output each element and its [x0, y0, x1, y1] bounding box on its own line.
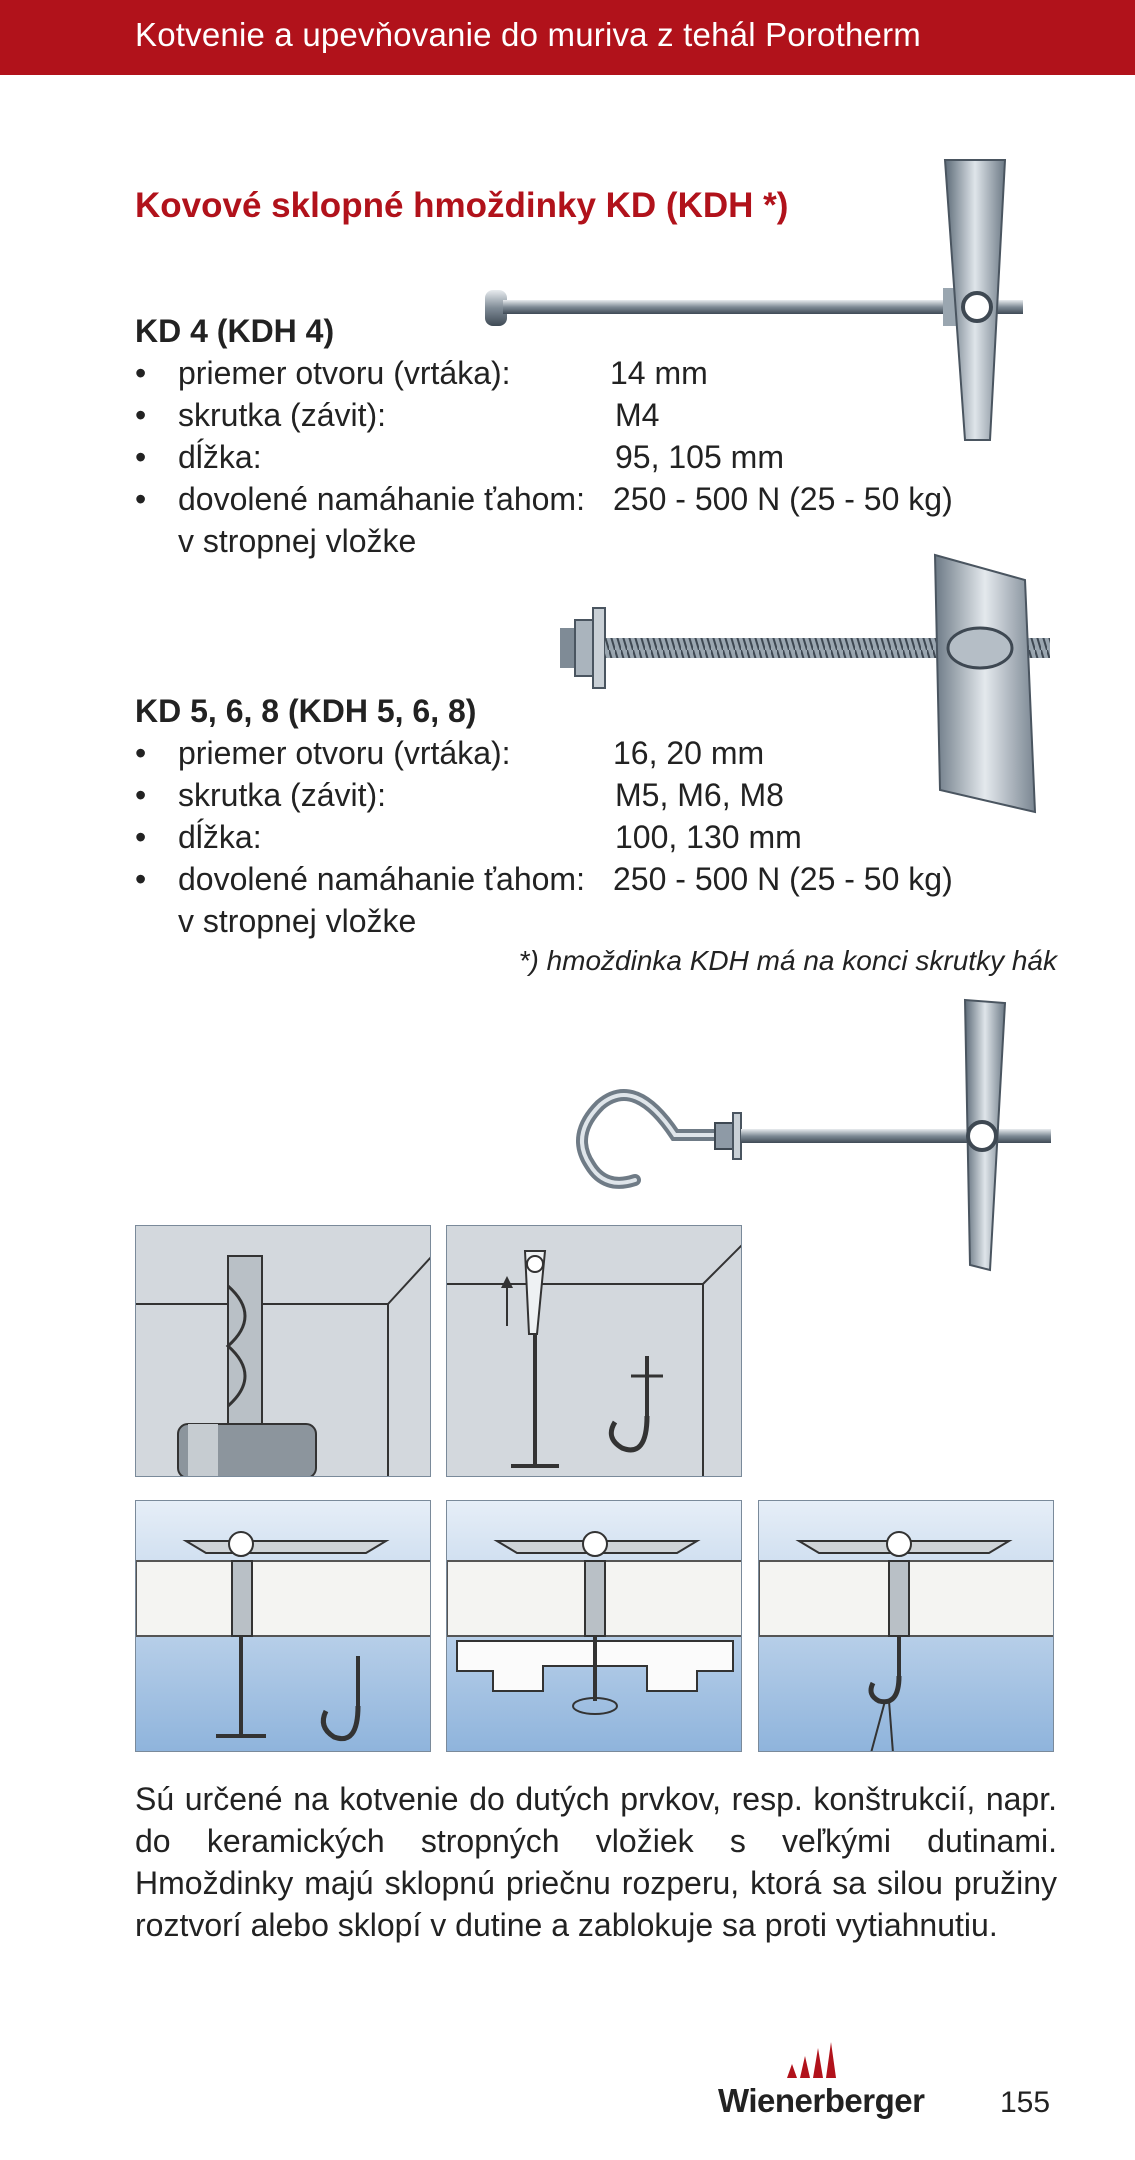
spec-value: 14 mm [610, 355, 708, 391]
spec-value: 100, 130 mm [615, 819, 802, 855]
spec-label: skrutka (závit): [178, 777, 387, 813]
kd4-spec-row [135, 397, 835, 437]
kd4-spec-row [135, 355, 835, 395]
insert-bolt-step-image [446, 1225, 742, 1477]
drill-step-image [135, 1225, 431, 1477]
spec-value: 16, 20 mm [613, 735, 765, 771]
header-title: Kotvenie a upevňovanie do muriva z tehál Porotherm [135, 16, 921, 53]
bullet: • [135, 861, 147, 897]
spec-value: 250 - 500 N (25 - 50 kg) [613, 481, 953, 517]
spec-label: dovolené namáhanie ťahom: [178, 481, 585, 517]
kd4-continuation: v stropnej vložke [178, 523, 417, 559]
section-title: Kovové sklopné hmoždinky KD (KDH *) [135, 186, 789, 225]
kd568-spec-row [135, 777, 835, 817]
bullet: • [135, 735, 147, 771]
spec-label: priemer otvoru (vrtáka): [178, 735, 511, 771]
kd4-heading: KD 4 (KDH 4) [135, 313, 335, 349]
bullet: • [135, 355, 147, 391]
page-number: 155 [1000, 2086, 1051, 2119]
spec-label: dovolené namáhanie ťahom: [178, 861, 585, 897]
hanging-hook-step-image [758, 1500, 1054, 1752]
description-paragraph: Sú určené na kotvenie do dutých prvkov, resp. konštrukcií, napr. do keramických stropných vložiek s veľkými dutinami. Hmoždinky majú sklopnú priečnu rozperu, ktorá sa silou pružiny roztvorí alebo sklopí v dutine a zablokuje sa proti vytiahnutiu. [135, 1781, 1057, 1943]
bullet: • [135, 481, 147, 517]
bullet: • [135, 777, 147, 813]
kd568-spec-row [135, 861, 1015, 901]
kd568-spec-row [135, 819, 835, 859]
page-header [0, 0, 1135, 75]
brand-name: Wienerberger [718, 2082, 925, 2119]
spec-label: skrutka (závit): [178, 397, 387, 433]
kd568-heading: KD 5, 6, 8 (KDH 5, 6, 8) [135, 693, 477, 729]
kd4-spec-row [135, 481, 1015, 521]
bullet: • [135, 397, 147, 433]
spec-value: 250 - 500 N (25 - 50 kg) [613, 861, 953, 897]
footnote: *) hmoždinka KDH má na konci skrutky hák [518, 945, 1057, 976]
kd4-spec-row [135, 439, 835, 479]
bullet: • [135, 819, 147, 855]
spec-value: M4 [615, 397, 660, 433]
rail-fixing-step-image [446, 1500, 742, 1752]
spec-label: dĺžka: [178, 819, 262, 855]
spec-value: M5, M6, M8 [615, 777, 784, 813]
bullet: • [135, 439, 147, 475]
kd568-continuation: v stropnej vložke [178, 903, 417, 939]
spec-value: 95, 105 mm [615, 439, 784, 475]
hook-installed-step-image [135, 1500, 431, 1752]
spec-label: priemer otvoru (vrtáka): [178, 355, 511, 391]
wienerberger-logo-icon [718, 2040, 838, 2080]
kd568-spec-row [135, 735, 835, 775]
spec-label: dĺžka: [178, 439, 262, 475]
